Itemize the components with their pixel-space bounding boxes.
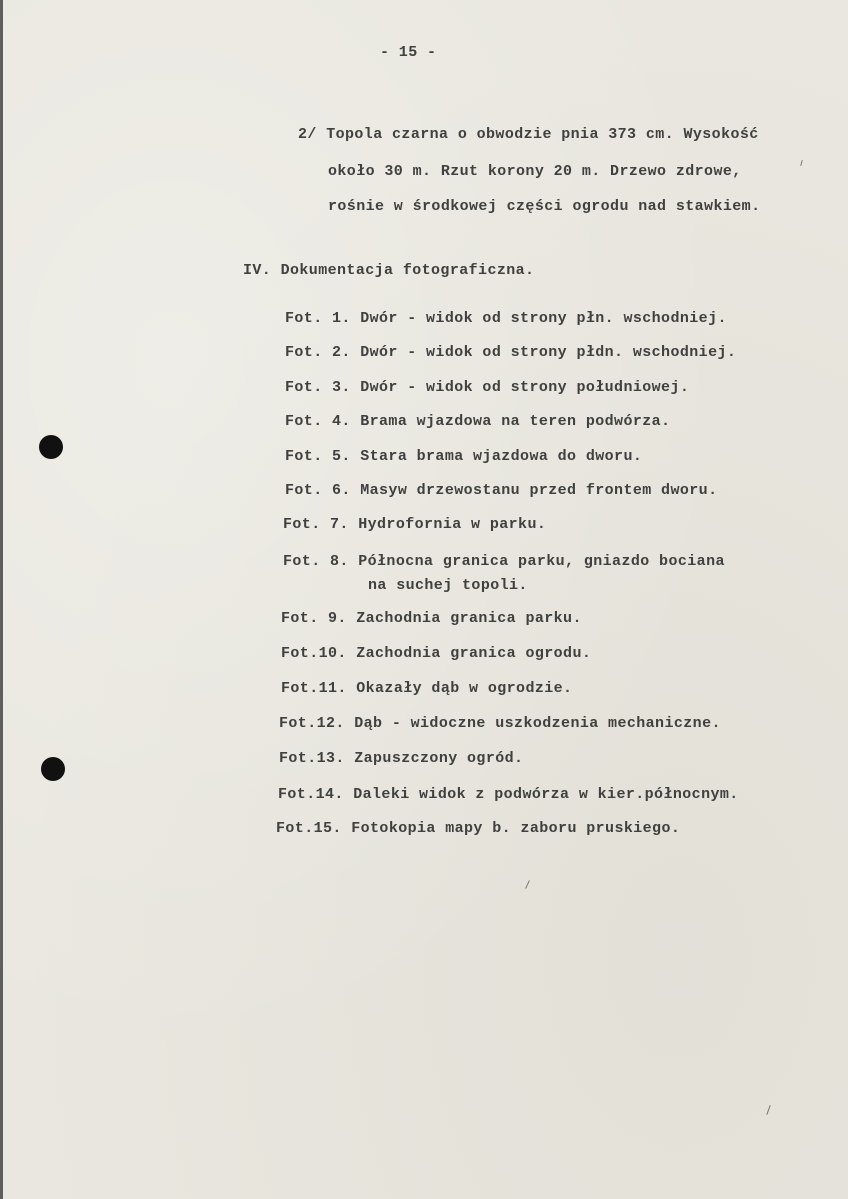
photo-item: Fot.11. Okazały dąb w ogrodzie. bbox=[281, 680, 573, 697]
page-number: - 15 - bbox=[380, 44, 437, 61]
photo-item-continuation: na suchej topoli. bbox=[368, 577, 528, 594]
tree-entry-line-1: 2/ Topola czarna o obwodzie pnia 373 cm. Wysokość bbox=[298, 126, 759, 143]
photo-item: Fot.15. Fotokopia mapy b. zaboru pruskiego. bbox=[276, 820, 681, 837]
photo-item: Fot.13. Zapuszczony ogród. bbox=[279, 750, 524, 767]
photo-item: Fot.14. Daleki widok z podwórza w kier.północnym. bbox=[278, 786, 739, 803]
photo-item: Fot. 4. Brama wjazdowa na teren podwórza. bbox=[285, 413, 671, 430]
photo-item: Fot. 8. Północna granica parku, gniazdo bociana bbox=[283, 553, 725, 570]
punch-hole-upper bbox=[39, 435, 63, 459]
photo-item: Fot. 6. Masyw drzewostanu przed frontem dworu. bbox=[285, 482, 718, 499]
photo-item: Fot. 9. Zachodnia granica parku. bbox=[281, 610, 582, 627]
stray-mark bbox=[800, 160, 803, 166]
punch-hole-lower bbox=[41, 757, 65, 781]
photo-item: Fot.10. Zachodnia granica ogrodu. bbox=[281, 645, 592, 662]
photo-item: Fot. 1. Dwór - widok od strony płn. wschodniej. bbox=[285, 310, 727, 327]
photo-item: Fot.12. Dąb - widoczne uszkodzenia mechaniczne. bbox=[279, 715, 721, 732]
photo-item: Fot. 2. Dwór - widok od strony płdn. wschodniej. bbox=[285, 344, 737, 361]
document-page bbox=[3, 0, 848, 1199]
photo-item: Fot. 3. Dwór - widok od strony południowej. bbox=[285, 379, 690, 396]
tree-entry-line-2: około 30 m. Rzut korony 20 m. Drzewo zdrowe, bbox=[328, 163, 742, 180]
section-heading: IV. Dokumentacja fotograficzna. bbox=[243, 262, 535, 279]
photo-item: Fot. 5. Stara brama wjazdowa do dworu. bbox=[285, 448, 643, 465]
tree-entry-line-3: rośnie w środkowej części ogrodu nad stawkiem. bbox=[328, 198, 761, 215]
stray-mark bbox=[766, 1105, 770, 1115]
stray-mark bbox=[525, 880, 530, 889]
photo-item: Fot. 7. Hydrofornia w parku. bbox=[283, 516, 547, 533]
